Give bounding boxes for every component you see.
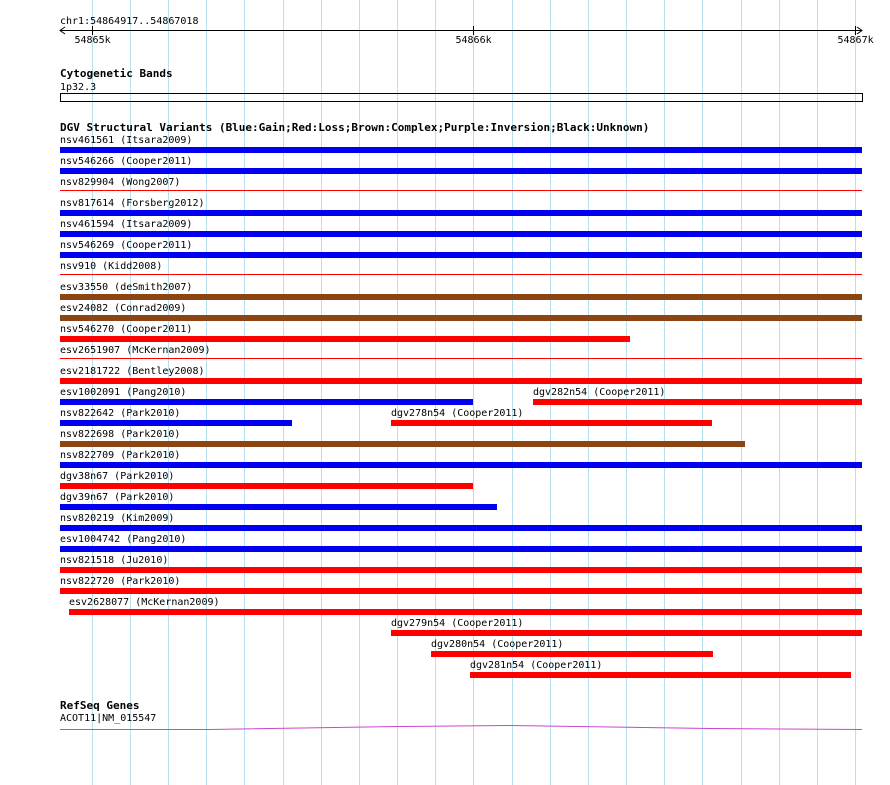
variant-label[interactable]: nsv821518 (Ju2010): [60, 555, 169, 566]
variant-label[interactable]: nsv461561 (Itsara2009): [60, 135, 193, 146]
variant-label[interactable]: nsv461594 (Itsara2009): [60, 219, 193, 230]
variant-label[interactable]: nsv820219 (Kim2009): [60, 513, 175, 524]
variant-label[interactable]: nsv829904 (Wong2007): [60, 177, 181, 188]
variant-label[interactable]: esv2628077 (McKernan2009): [69, 597, 220, 608]
variant-label[interactable]: esv2181722 (Bentley2008): [60, 366, 205, 377]
variant-bar[interactable]: [60, 567, 862, 573]
variant-bar[interactable]: [60, 147, 862, 153]
refseq-gene-label[interactable]: ACOT11|NM_015547: [60, 713, 157, 724]
variant-label[interactable]: dgv282n54 (Cooper2011): [533, 387, 666, 398]
variant-bar[interactable]: [60, 546, 862, 552]
variant-bar[interactable]: [60, 210, 862, 216]
variant-bar[interactable]: [60, 483, 473, 489]
coordinate-range: chr1:54864917..54867018: [60, 16, 199, 27]
variant-label[interactable]: nsv822698 (Park2010): [60, 429, 181, 440]
variant-label[interactable]: dgv281n54 (Cooper2011): [470, 660, 603, 671]
variant-bar[interactable]: [60, 525, 862, 531]
variant-label[interactable]: nsv822709 (Park2010): [60, 450, 181, 461]
ruler-tick-label: 54866k: [455, 35, 492, 46]
refseq-track-title: RefSeq Genes: [60, 699, 140, 712]
variant-bar[interactable]: [431, 651, 713, 657]
cytoband-bar: [61, 94, 863, 102]
variant-label[interactable]: esv24082 (Conrad2009): [60, 303, 187, 314]
variant-bar[interactable]: [60, 231, 862, 237]
variant-bar[interactable]: [60, 294, 862, 300]
cytogenetic-band-label: 1p32.3: [60, 82, 97, 93]
variant-label[interactable]: esv1002091 (Pang2010): [60, 387, 187, 398]
ruler-tick-label: 54865k: [74, 35, 111, 46]
variant-bar[interactable]: [60, 378, 862, 384]
variant-bar[interactable]: [60, 168, 862, 174]
variant-bar[interactable]: [60, 336, 630, 342]
variant-bar[interactable]: [391, 630, 862, 636]
variant-bar[interactable]: [470, 672, 851, 678]
variant-label[interactable]: nsv822720 (Park2010): [60, 576, 181, 587]
variant-bar[interactable]: [60, 504, 497, 510]
variant-label[interactable]: dgv38n67 (Park2010): [60, 471, 175, 482]
variant-bar[interactable]: [60, 588, 862, 594]
variant-bar[interactable]: [60, 462, 862, 468]
variant-label[interactable]: nsv546270 (Cooper2011): [60, 324, 193, 335]
variant-label[interactable]: nsv822642 (Park2010): [60, 408, 181, 419]
variant-bar[interactable]: [60, 399, 473, 405]
variant-bar[interactable]: [60, 315, 862, 321]
variant-label[interactable]: dgv280n54 (Cooper2011): [431, 639, 564, 650]
variant-bar[interactable]: [60, 274, 862, 275]
variant-bar[interactable]: [60, 420, 292, 426]
variant-bar[interactable]: [391, 420, 712, 426]
variant-label[interactable]: esv33550 (deSmith2007): [60, 282, 193, 293]
cytogenetic-track-title: Cytogenetic Bands: [60, 67, 173, 80]
variant-label[interactable]: nsv546269 (Cooper2011): [60, 240, 193, 251]
variant-label[interactable]: dgv278n54 (Cooper2011): [391, 408, 524, 419]
variant-bar[interactable]: [60, 441, 745, 447]
variant-bar[interactable]: [69, 609, 862, 615]
variant-bar[interactable]: [60, 358, 862, 359]
variant-label[interactable]: esv1004742 (Pang2010): [60, 534, 187, 545]
variant-label[interactable]: dgv39n67 (Park2010): [60, 492, 175, 503]
variant-bar[interactable]: [60, 252, 862, 258]
variant-label[interactable]: nsv817614 (Forsberg2012): [60, 198, 205, 209]
variant-label[interactable]: dgv279n54 (Cooper2011): [391, 618, 524, 629]
variant-label[interactable]: nsv546266 (Cooper2011): [60, 156, 193, 167]
dgv-track-title: DGV Structural Variants (Blue:Gain;Red:Loss;Brown:Complex;Purple:Inversion;Black:Unknown): [60, 121, 650, 134]
variant-label[interactable]: nsv910 (Kidd2008): [60, 261, 163, 272]
ruler-tick-label: 54867k: [837, 35, 874, 46]
variant-label[interactable]: esv2651907 (McKernan2009): [60, 345, 211, 356]
variant-bar[interactable]: [533, 399, 862, 405]
variant-bar[interactable]: [60, 190, 862, 191]
